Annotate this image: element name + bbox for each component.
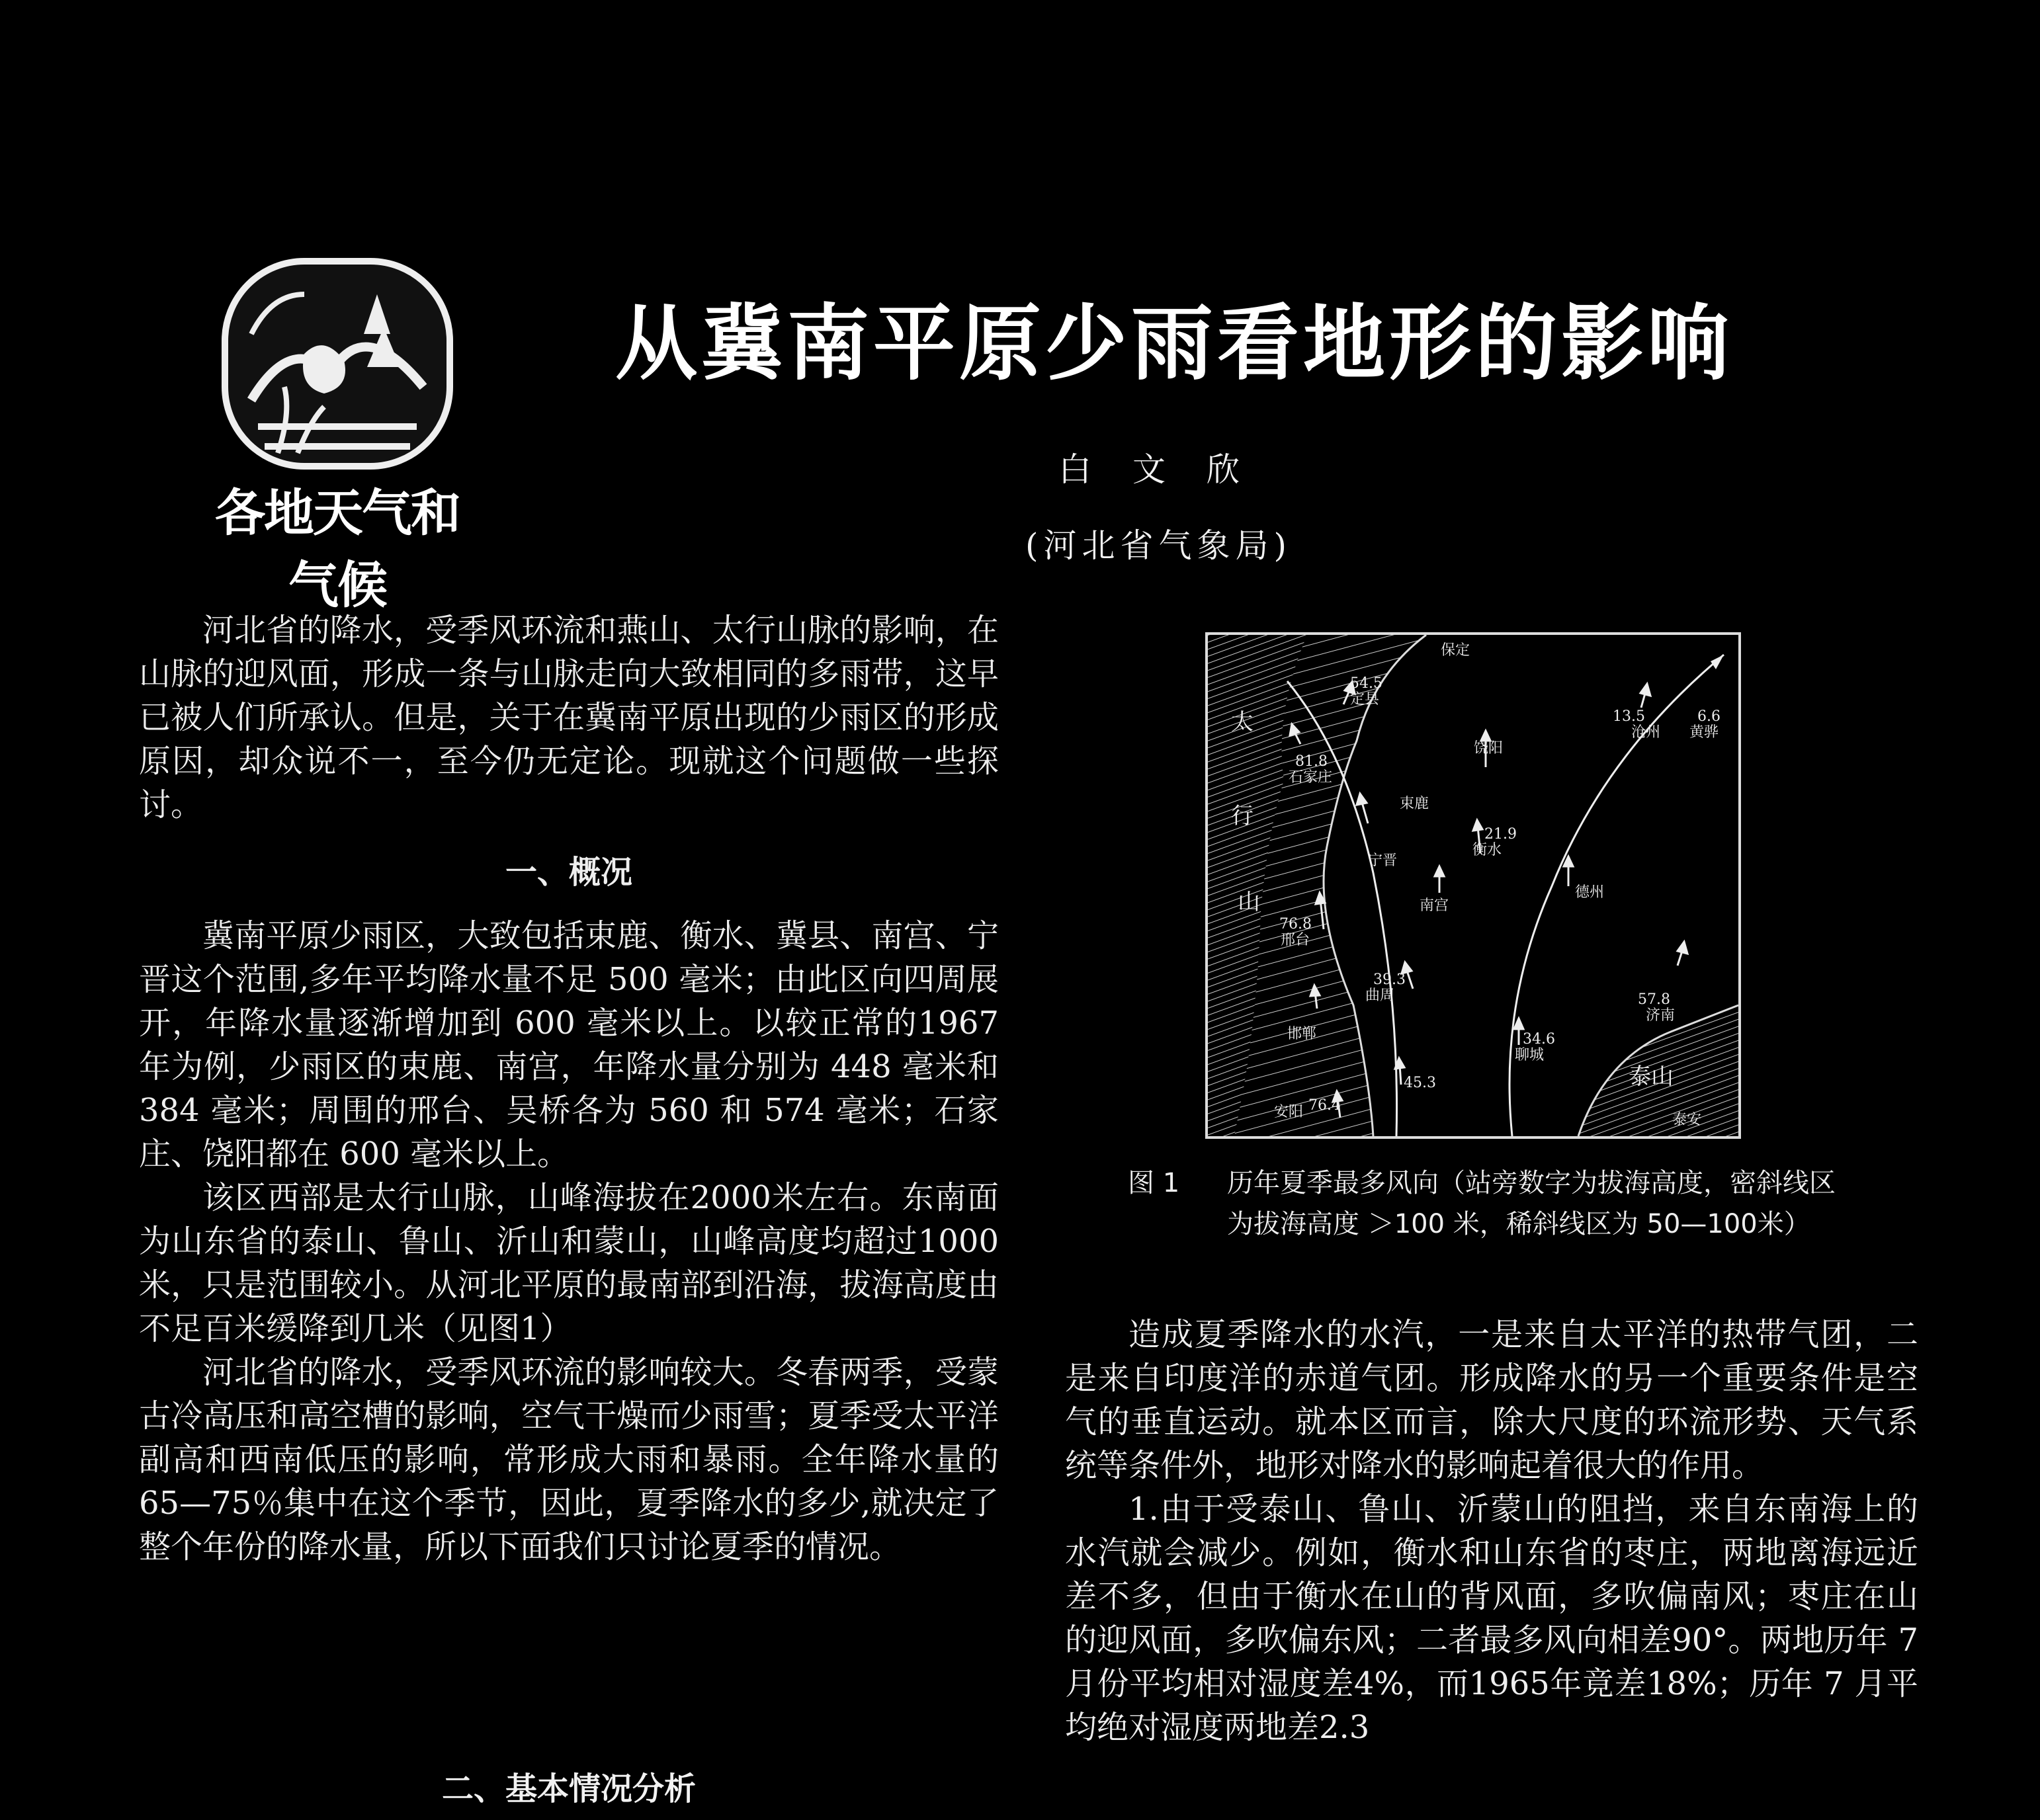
section-badge-label: 各地天气和气候 [215, 483, 460, 614]
station-label: 饶阳 [1474, 740, 1504, 757]
station-elevation: 21.9 [1484, 826, 1517, 843]
station-label: 沧州 [1631, 724, 1661, 741]
station-elevation: 57.8 [1638, 991, 1670, 1008]
station-label: 束鹿 [1400, 796, 1429, 812]
left-column [139, 608, 999, 1569]
mountain-label: 行 [1231, 803, 1254, 829]
paragraph: 冀南平原少雨区，大致包括束鹿、衡水、冀县、南宫、宁晋这个范围,多年平均降水量不足 500 毫米；由此区向四周展开，年降水量逐渐增加到 600 毫米以上。以较正常的1967年为例，少雨区的束鹿、南宫，年降水量分别为 448 毫米和 384 毫米；周围的邢台、吴桥各为 560 和 574 毫米；石家庄、饶阳都在 600 毫米以上。 [139, 917, 999, 1173]
article-affiliation: (河北省气象局) [1025, 526, 1293, 565]
station-elevation: 54.5 [1350, 675, 1382, 692]
station-elevation: 45.3 [1404, 1075, 1436, 1091]
paragraph: 造成夏季降水的水汽，一是来自太平洋的热带气团，二是来自印度洋的赤道气团。形成降水的另一个重要条件是空气的垂直运动。就本区而言，除大尺度的环流形势、天气系统等条件外，地形对降水的影响起着很大的作用。 [1065, 1316, 1918, 1484]
station-label: 德州 [1575, 884, 1605, 901]
section-badge [198, 255, 476, 614]
mountain-label: 太 [1231, 709, 1254, 735]
station-elevation: 13.5 [1613, 708, 1645, 725]
station-label: 保定 [1441, 642, 1470, 659]
landscape-emblem-icon [212, 255, 463, 479]
article-title: 从冀南平原少雨看地形的影响 [615, 296, 1734, 392]
station-label: 济南 [1646, 1007, 1676, 1024]
station-label: 泰安 [1672, 1112, 1702, 1128]
article-author: 白文欣 [1058, 450, 1281, 489]
terrain-wind-map [1208, 635, 1738, 1136]
figure-number: 图 1 [1128, 1168, 1180, 1198]
figure-map [1205, 632, 1741, 1139]
station-label: 安阳 [1274, 1104, 1304, 1120]
paragraph: 1.由于受泰山、鲁山、沂蒙山的阻挡，来自东南海上的水汽就会减少。例如，衡水和山东省的枣庄，两地离海远近差不多，但由于衡水在山的背风面，多吹偏南风；枣庄在山的迎风面，多吹偏东风；二者最多风向相差90°。两地历年 7 月份平均相对湿度差4%，而1965年竟差18%；历年 7 月平均绝对湿度两地差2.3 [1065, 1491, 1918, 1746]
station-label: 邢台 [1281, 932, 1310, 948]
station-elevation: 6.6 [1697, 708, 1721, 725]
station-label: 邯郸 [1287, 1026, 1317, 1042]
station-label: 南宫 [1420, 897, 1449, 914]
station-elevation: 34.6 [1523, 1031, 1555, 1048]
right-column [1065, 1313, 1918, 1749]
paragraph: 该区西部是太行山脉，山峰海拔在2000米左右。东南面为山东省的泰山、鲁山、沂山和蒙山，山峰高度均超过1000米，只是范围较小。从河北平原的最南部到沿海，拔海高度由不足百米缓降到几米（见图1） [139, 1179, 999, 1347]
section-heading-2: 二、基本情况分析 [441, 1770, 696, 1807]
mountain-label: 山 [1238, 889, 1260, 915]
station-elevation: 39.3 [1373, 972, 1406, 988]
station-label: 定县 [1350, 691, 1380, 708]
intro-paragraph: 河北省的降水，受季风环流和燕山、太行山脉的影响，在山脉的迎风面，形成一条与山脉走向大致相同的多雨带，这早已被人们所承认。但是，关于在冀南平原出现的少雨区的形成原因，却众说不一，至今仍无定论。现就这个问题做一些探讨。 [139, 612, 999, 823]
station-elevation: 81.8 [1295, 753, 1328, 770]
station-elevation: 76.4 [1308, 1097, 1341, 1114]
paragraph: 河北省的降水，受季风环流的影响较大。冬春两季，受蒙古冷高压和高空槽的影响，空气干燥而少雨雪；夏季受太平洋副高和西南低压的影响，常形成大雨和暴雨。全年降水量的65—75％集中在这个季节，因此，夏季降水的多少,就决定了整个年份的降水量，所以下面我们只讨论夏季的情况。 [139, 1354, 999, 1565]
station-label: 石家庄 [1289, 769, 1333, 786]
station-label: 聊城 [1515, 1047, 1545, 1063]
mountain-label: 泰山 [1629, 1063, 1674, 1090]
station-label: 黄骅 [1689, 724, 1719, 741]
section-heading-1: 一、概况 [505, 854, 632, 891]
station-label: 宁晋 [1368, 852, 1398, 869]
station-label: 曲周 [1365, 987, 1395, 1004]
figure-caption-text: 历年夏季最多风向（站旁数字为拔海高度，密斜线区为拔海高度 ＞100 米，稀斜线区为 50—100米） [1227, 1168, 1836, 1239]
station-label: 衡水 [1472, 842, 1502, 858]
station-elevation: 76.8 [1279, 916, 1312, 932]
